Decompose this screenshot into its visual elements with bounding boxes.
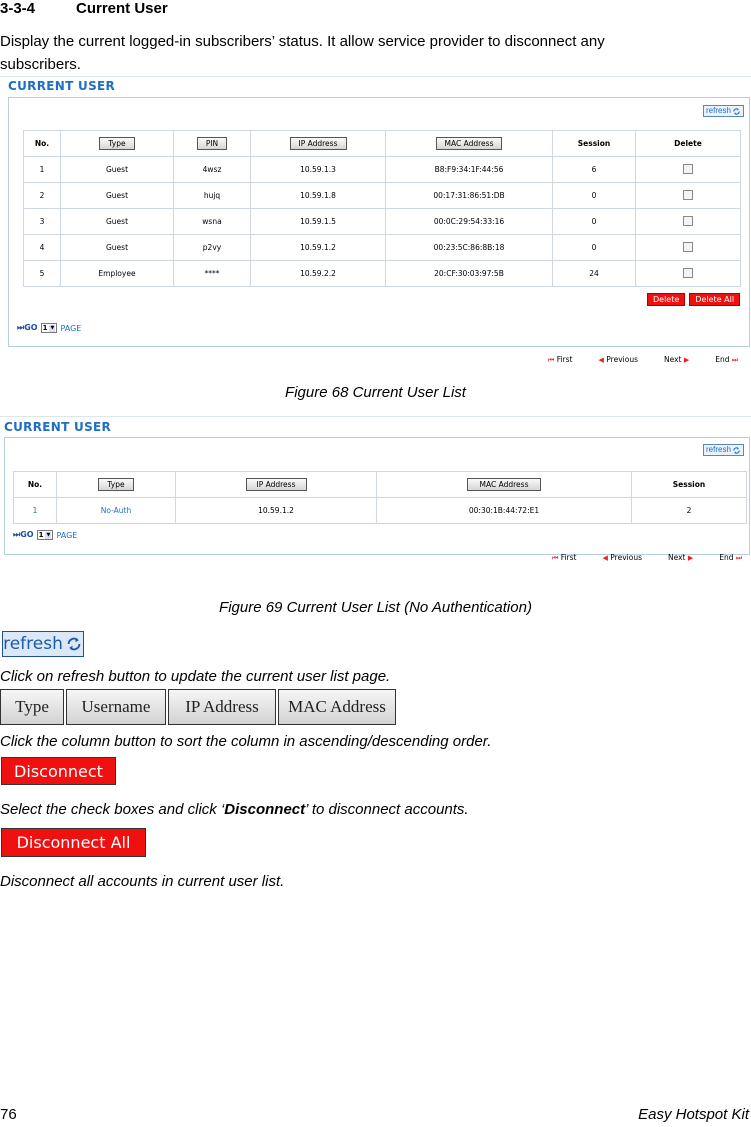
sort-type-button[interactable]: Type xyxy=(98,478,133,491)
cell-ip: 10.59.1.2 xyxy=(251,235,386,261)
cell-type: Guest xyxy=(61,157,174,183)
delete-checkbox[interactable] xyxy=(683,164,693,174)
table-row xyxy=(24,235,741,261)
cell-pin: **** xyxy=(174,261,251,287)
table-row xyxy=(24,209,741,235)
cell-ip: 10.59.1.5 xyxy=(251,209,386,235)
sort-mac-button[interactable]: MAC Address xyxy=(436,137,503,150)
cell-type: Guest xyxy=(61,235,174,261)
panel-title: CURRENT USER xyxy=(4,420,112,434)
first-icon: ⏮ xyxy=(548,356,555,364)
refresh-icon xyxy=(65,635,83,653)
sort-ip-button-example[interactable]: IP Address xyxy=(168,689,276,725)
cell-session: 2 xyxy=(632,498,747,524)
table-header-row xyxy=(24,131,741,157)
intro-line-1: Display the current logged-in subscribers’ status. It allow service provider to disconnect any xyxy=(0,33,605,50)
sort-mac-button[interactable]: MAC Address xyxy=(467,478,542,491)
nav-end-label: End xyxy=(715,355,730,364)
refresh-description: Click on refresh button to update the current user list page. xyxy=(0,668,391,685)
refresh-example-label: refresh xyxy=(3,634,63,654)
figure-68-caption: Figure 68 Current User List xyxy=(285,384,466,401)
cell-session: 24 xyxy=(553,261,636,287)
end-icon: ⏭ xyxy=(731,356,739,364)
sort-description: Click the column button to sort the column in ascending/descending order. xyxy=(0,733,492,750)
sort-mac-button-example[interactable]: MAC Address xyxy=(278,689,396,725)
cell-mac: B8:F9:34:1F:44:56 xyxy=(386,157,553,183)
table-header-row xyxy=(14,472,747,498)
cell-session: 0 xyxy=(553,183,636,209)
intro-line-2: subscribers. xyxy=(0,56,81,73)
previous-icon: ◀ xyxy=(602,554,608,562)
chevron-down-icon: ▼ xyxy=(50,324,55,331)
nav-next-label: Next xyxy=(667,553,686,562)
page-select[interactable] xyxy=(37,530,54,540)
page-label: PAGE xyxy=(56,530,78,540)
nav-next-label: Next xyxy=(663,355,682,364)
cell-type: Guest xyxy=(61,209,174,235)
table-row xyxy=(24,261,741,287)
cell-session: 0 xyxy=(553,235,636,261)
header-delete: Delete xyxy=(636,131,741,157)
nav-end[interactable] xyxy=(719,553,742,563)
cell-no: 1 xyxy=(14,498,57,524)
cell-mac: 00:30:1B:44:72:E1 xyxy=(377,498,632,524)
cell-pin: p2vy xyxy=(174,235,251,261)
cell-session: 6 xyxy=(553,157,636,183)
disconnect-all-button-example[interactable]: Disconnect All xyxy=(1,828,146,857)
figure-68-screenshot xyxy=(0,76,751,377)
cell-type: Employee xyxy=(61,261,174,287)
header-session: Session xyxy=(553,131,636,157)
product-name: Easy Hotspot Kit xyxy=(638,1106,749,1123)
disconnect-all-description: Disconnect all accounts in current user list. xyxy=(0,873,285,890)
sort-ip-button[interactable]: IP Address xyxy=(290,137,347,150)
go-arrow-icon: ⏭ xyxy=(17,323,25,332)
delete-all-button[interactable]: Delete All xyxy=(689,293,740,306)
first-icon: ⏮ xyxy=(552,554,559,562)
nav-first-label: First xyxy=(556,355,573,364)
delete-checkbox[interactable] xyxy=(683,268,693,278)
nav-next[interactable] xyxy=(664,355,689,365)
delete-checkbox[interactable] xyxy=(683,242,693,252)
cell-ip: 10.59.1.8 xyxy=(251,183,386,209)
current-user-panel-noauth xyxy=(4,437,750,555)
nav-previous-label: Previous xyxy=(610,553,642,562)
cell-no: 4 xyxy=(24,235,61,261)
header-session: Session xyxy=(632,472,747,498)
section-number: 3-3-4 xyxy=(0,0,36,17)
cell-no: 5 xyxy=(24,261,61,287)
sort-pin-button[interactable]: PIN xyxy=(197,137,227,150)
intro-paragraph xyxy=(0,30,605,76)
delete-actions xyxy=(647,293,740,306)
disconnect-desc-post: ’ to disconnect accounts. xyxy=(305,801,469,818)
go-button[interactable] xyxy=(17,323,38,333)
cell-mac: 00:0C:29:54:33:16 xyxy=(386,209,553,235)
user-table xyxy=(23,130,741,287)
figure-69-caption: Figure 69 Current User List (No Authentication) xyxy=(219,599,532,616)
nav-end-label: End xyxy=(719,553,734,562)
cell-mac: 20:CF:30:03:97:5B xyxy=(386,261,553,287)
next-icon: ▶ xyxy=(683,356,690,364)
chevron-down-icon: ▼ xyxy=(46,531,51,538)
cell-no: 3 xyxy=(24,209,61,235)
go-button[interactable] xyxy=(13,530,34,540)
page-go-control xyxy=(17,323,81,333)
page-select-value: 1 xyxy=(42,324,48,332)
next-icon: ▶ xyxy=(687,554,694,562)
page-go-control xyxy=(13,530,77,540)
cell-mac: 00:17:31:86:51:DB xyxy=(386,183,553,209)
refresh-label: refresh xyxy=(706,445,731,454)
end-icon: ⏭ xyxy=(735,554,743,562)
nav-previous[interactable] xyxy=(603,553,642,563)
delete-button[interactable]: Delete xyxy=(647,293,685,306)
go-label: GO xyxy=(24,323,38,332)
user-table-noauth xyxy=(13,471,747,524)
nav-first-label: First xyxy=(560,553,577,562)
refresh-button-example[interactable] xyxy=(2,631,84,657)
cell-no: 1 xyxy=(24,157,61,183)
cell-session: 0 xyxy=(553,209,636,235)
refresh-label: refresh xyxy=(706,106,731,115)
table-row xyxy=(14,498,747,524)
sort-ip-button[interactable]: IP Address xyxy=(246,478,307,491)
cell-type: Guest xyxy=(61,183,174,209)
cell-ip: 10.59.1.3 xyxy=(251,157,386,183)
refresh-icon xyxy=(732,107,741,116)
disconnect-button-example[interactable]: Disconnect xyxy=(1,757,116,785)
cell-mac: 00:23:5C:86:8B:18 xyxy=(386,235,553,261)
panel-title: CURRENT USER xyxy=(8,79,116,93)
sort-type-button[interactable]: Type xyxy=(99,137,134,150)
page-label: PAGE xyxy=(60,323,82,333)
refresh-icon xyxy=(732,446,741,455)
cell-type: No-Auth xyxy=(57,498,176,524)
disconnect-desc-pre: Select the check boxes and click ‘ xyxy=(0,801,225,818)
sort-type-button-example[interactable]: Type xyxy=(0,689,64,725)
current-user-panel xyxy=(8,97,750,347)
cell-pin: wsna xyxy=(174,209,251,235)
cell-pin: hujq xyxy=(174,183,251,209)
table-row xyxy=(24,157,741,183)
disconnect-description xyxy=(0,801,469,818)
nav-first[interactable] xyxy=(548,355,573,365)
nav-next[interactable] xyxy=(668,553,693,563)
nav-previous-label: Previous xyxy=(606,355,638,364)
cell-pin: 4wsz xyxy=(174,157,251,183)
nav-previous[interactable] xyxy=(599,355,638,365)
refresh-button[interactable] xyxy=(703,105,744,117)
figure-69-screenshot xyxy=(0,416,751,577)
pagination-nav xyxy=(548,355,738,365)
sort-username-button-example[interactable]: Username xyxy=(66,689,166,725)
delete-checkbox[interactable] xyxy=(683,216,693,226)
header-no: No. xyxy=(14,472,57,498)
nav-first[interactable] xyxy=(552,553,577,563)
cell-ip: 10.59.2.2 xyxy=(251,261,386,287)
pagination-nav xyxy=(552,553,742,563)
section-heading xyxy=(0,0,168,17)
section-title: Current User xyxy=(76,0,168,17)
cell-ip: 10.59.1.2 xyxy=(176,498,377,524)
nav-end[interactable] xyxy=(715,355,738,365)
page-select[interactable] xyxy=(41,323,58,333)
page-select-value: 1 xyxy=(38,531,44,539)
disconnect-desc-bold: Disconnect xyxy=(224,801,306,818)
previous-icon: ◀ xyxy=(598,356,604,364)
table-row xyxy=(24,183,741,209)
sort-buttons-example xyxy=(0,689,398,725)
go-label: GO xyxy=(20,530,34,539)
cell-no: 2 xyxy=(24,183,61,209)
refresh-button[interactable] xyxy=(703,444,744,456)
page-number: 76 xyxy=(0,1106,17,1123)
go-arrow-icon: ⏭ xyxy=(13,530,21,539)
delete-checkbox[interactable] xyxy=(683,190,693,200)
header-no: No. xyxy=(24,131,61,157)
